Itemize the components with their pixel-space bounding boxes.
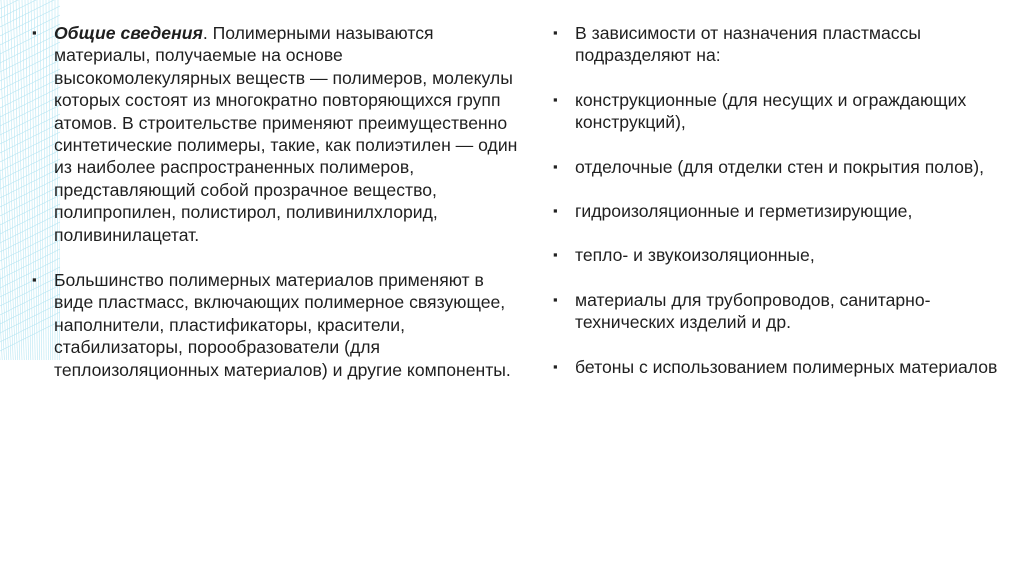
- bullet-icon: ▪: [553, 158, 558, 174]
- bullet-icon: ▪: [32, 272, 37, 288]
- item-text: отделочные (для отделки стен и покрытия полов),: [575, 156, 984, 177]
- item-text: конструкционные (для несущих и ограждающих конструкций),: [575, 89, 967, 133]
- list-item-general-info: [32, 22, 522, 246]
- bullet-icon: ▪: [553, 358, 558, 374]
- list-item-polymer-concrete: [553, 356, 1013, 378]
- bullet-icon: ▪: [553, 203, 558, 219]
- item-lead-heading: Общие сведения: [54, 23, 203, 43]
- list-item-pipelines: [553, 289, 1013, 334]
- item-text: гидроизоляционные и герметизирующие,: [575, 201, 913, 222]
- left-column: [32, 22, 522, 404]
- item-text: Большинство полимерных материалов применяют в виде пластмасс, включающих полимерное связующее, наполнители, пластификаторы, красители, стабилизаторы, порообразователи (для теплоизоляционных материалов) и другие компоненты.: [54, 270, 511, 380]
- bullet-icon: ▪: [32, 25, 37, 40]
- list-item-plastics-composition: [32, 269, 522, 381]
- item-text: материалы для трубопроводов, санитарно-технических изделий и др.: [575, 289, 931, 333]
- item-text: тепло- и звукоизоляционные,: [575, 245, 815, 266]
- bullet-icon: ▪: [553, 247, 558, 263]
- item-text: В зависимости от назначения пластмассы подразделяют на:: [575, 23, 922, 66]
- list-item-finishing: [553, 156, 1013, 178]
- item-text: . Полимерными называются материалы, получаемые на основе высокомолекулярных веществ — полимеров, молекулы которых состоят из многократно повторяющихся групп атомов. В строительстве применяют преимущественно синтетические полимеры, такие, как полиэтилен — один из наиболее распространенных полимеров, представляющий собой прозрачное вещество, полипропилен, полистирол, поливинилхлорид, поливинилацетат.: [54, 23, 518, 245]
- bullet-icon: ▪: [553, 91, 558, 107]
- list-item-classification-intro: [553, 22, 1013, 67]
- item-text: бетоны с использованием полимерных материалов: [575, 356, 998, 377]
- list-item-structural: [553, 89, 1013, 134]
- list-item-insulation: [553, 244, 1013, 266]
- right-column: [553, 22, 1013, 400]
- list-item-waterproofing: [553, 200, 1013, 222]
- bullet-icon: ▪: [553, 291, 558, 307]
- bullet-icon: ▪: [553, 25, 558, 40]
